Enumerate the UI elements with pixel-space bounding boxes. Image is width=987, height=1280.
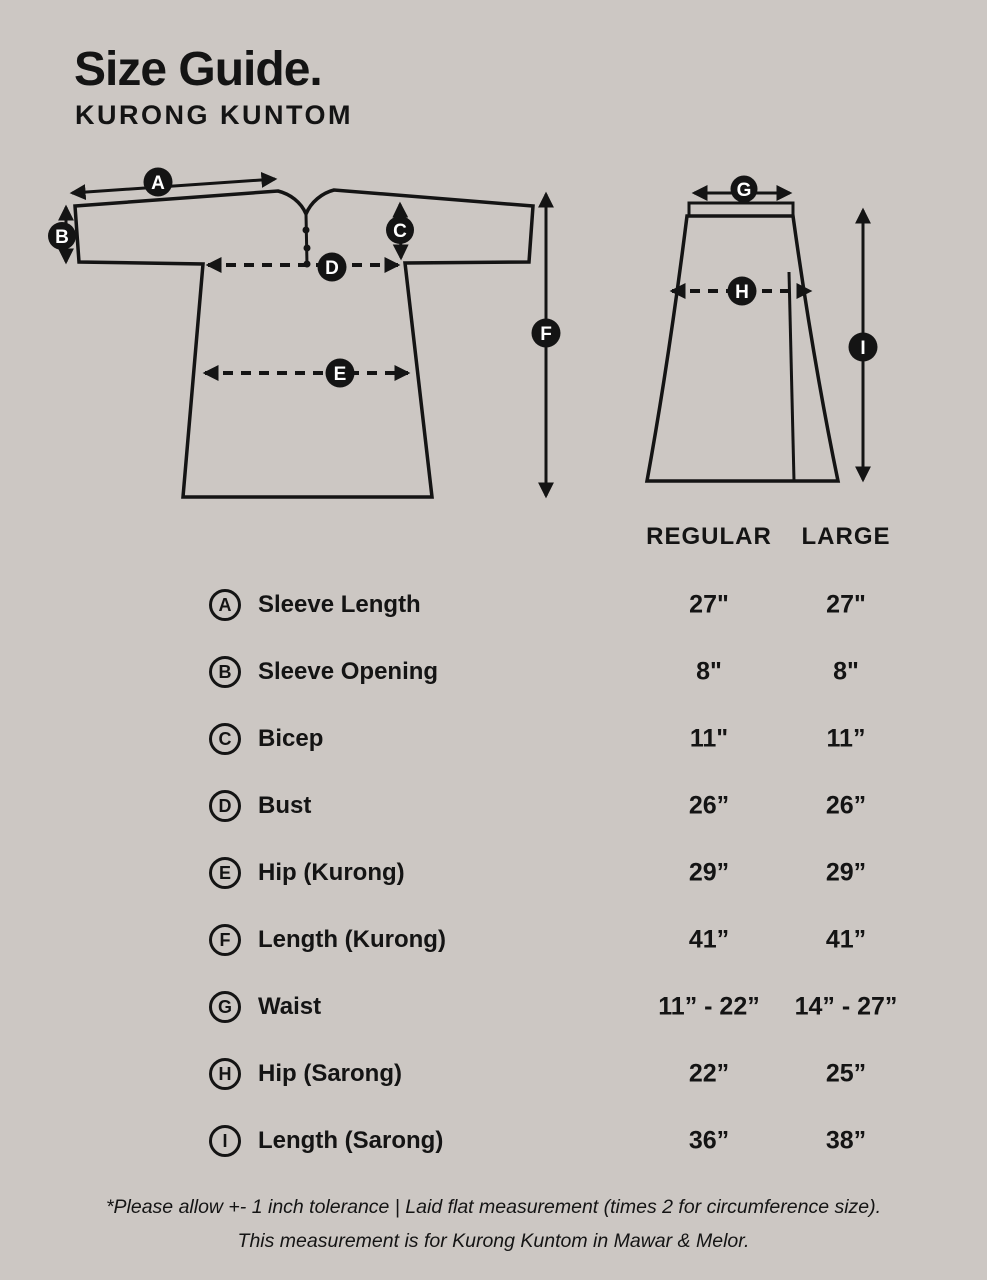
regular-value: 11" — [689, 724, 729, 752]
measurement-label: Length (Sarong) — [258, 1126, 444, 1154]
footnote-line-2: This measurement is for Kurong Kuntom in Mawar & Melor. — [237, 1230, 750, 1252]
row-letter: G — [217, 996, 232, 1017]
marker-a-badge — [144, 168, 173, 197]
marker-d-badge — [318, 253, 347, 282]
marker-c-badge — [386, 216, 414, 244]
page-title: Size Guide. — [74, 43, 322, 96]
marker-i-badge — [849, 333, 878, 362]
large-value: 38” — [825, 1126, 867, 1154]
measurement-label: Bust — [258, 791, 312, 819]
measurement-label: Bicep — [258, 724, 324, 752]
regular-value: 36” — [688, 1126, 730, 1154]
marker-b-badge — [48, 222, 76, 250]
table-row — [0, 1107, 987, 1174]
row-letter: B — [218, 661, 232, 682]
column-header-regular: REGULAR — [646, 523, 772, 550]
marker-f-badge — [532, 319, 561, 348]
row-letter: C — [218, 728, 232, 749]
page-subtitle: KURONG KUNTOM — [75, 100, 353, 130]
measurement-label: Waist — [258, 992, 322, 1020]
column-header-large: LARGE — [801, 523, 891, 550]
measurement-label: Sleeve Opening — [258, 657, 439, 685]
table-row — [0, 772, 987, 839]
row-letter: A — [218, 594, 232, 615]
table-column-headers — [0, 523, 987, 553]
size-table — [0, 571, 987, 1174]
measurement-label: Hip (Kurong) — [258, 858, 405, 886]
button-dot — [304, 245, 311, 252]
large-value: 11” — [826, 724, 866, 752]
marker-b-label: B — [55, 227, 69, 248]
regular-value: 22” — [688, 1059, 730, 1087]
button-dot — [303, 227, 310, 234]
marker-d-label: D — [325, 258, 339, 279]
table-row — [0, 973, 987, 1040]
regular-value: 29” — [688, 858, 730, 886]
table-row — [0, 839, 987, 906]
regular-value: 41” — [688, 925, 730, 953]
skirt-slit-line — [789, 272, 794, 481]
row-letter-badge — [209, 924, 241, 956]
marker-e-badge — [326, 359, 355, 388]
kurong-top-outline — [75, 190, 533, 497]
marker-c-label: C — [393, 221, 407, 242]
measurement-label: Hip (Sarong) — [258, 1059, 402, 1087]
marker-g-badge — [731, 176, 758, 203]
row-letter: H — [218, 1063, 232, 1084]
row-letter-badge — [209, 991, 241, 1023]
row-letter-badge — [209, 723, 241, 755]
row-letter: F — [219, 929, 231, 950]
regular-value: 26” — [688, 791, 730, 819]
large-value: 29” — [825, 858, 867, 886]
marker-e-label: E — [333, 364, 347, 385]
row-letter-badge — [209, 857, 241, 889]
row-letter-badge — [209, 790, 241, 822]
garment-diagrams — [0, 160, 987, 520]
waistband — [689, 203, 793, 216]
row-letter-badge — [209, 656, 241, 688]
measurement-label: Sleeve Length — [258, 590, 421, 618]
marker-a-label: A — [151, 173, 165, 194]
regular-value: 27" — [689, 590, 729, 618]
marker-f-label: F — [540, 324, 552, 345]
row-letter-badge — [209, 589, 241, 621]
table-row — [0, 571, 987, 638]
placket-line — [306, 214, 307, 265]
large-value: 25” — [825, 1059, 867, 1087]
regular-value: 8" — [696, 657, 722, 685]
table-row — [0, 705, 987, 772]
marker-g-label: G — [736, 180, 752, 201]
marker-h-label: H — [735, 282, 749, 303]
table-row — [0, 638, 987, 705]
footnote-line-1: *Please allow +- 1 inch tolerance | Laid flat measurement (times 2 for circumference size). — [105, 1196, 882, 1218]
measurement-label: Length (Kurong) — [258, 925, 446, 953]
large-value: 41” — [825, 925, 867, 953]
marker-i-label: I — [860, 338, 866, 359]
table-row — [0, 1040, 987, 1107]
large-value: 8" — [833, 657, 859, 685]
large-value: 14” - 27” — [794, 992, 898, 1020]
large-value: 26” — [825, 791, 867, 819]
marker-h-badge — [728, 277, 757, 306]
table-row — [0, 906, 987, 973]
regular-value: 11” - 22” — [658, 992, 760, 1020]
row-letter: E — [218, 862, 231, 883]
large-value: 27" — [826, 590, 866, 618]
arrow-sleeve-length — [72, 179, 275, 193]
row-letter-badge — [209, 1058, 241, 1090]
sarong-skirt-outline — [647, 203, 838, 481]
row-letter-badge — [209, 1125, 241, 1157]
row-letter: I — [222, 1130, 228, 1151]
row-letter: D — [218, 795, 232, 816]
